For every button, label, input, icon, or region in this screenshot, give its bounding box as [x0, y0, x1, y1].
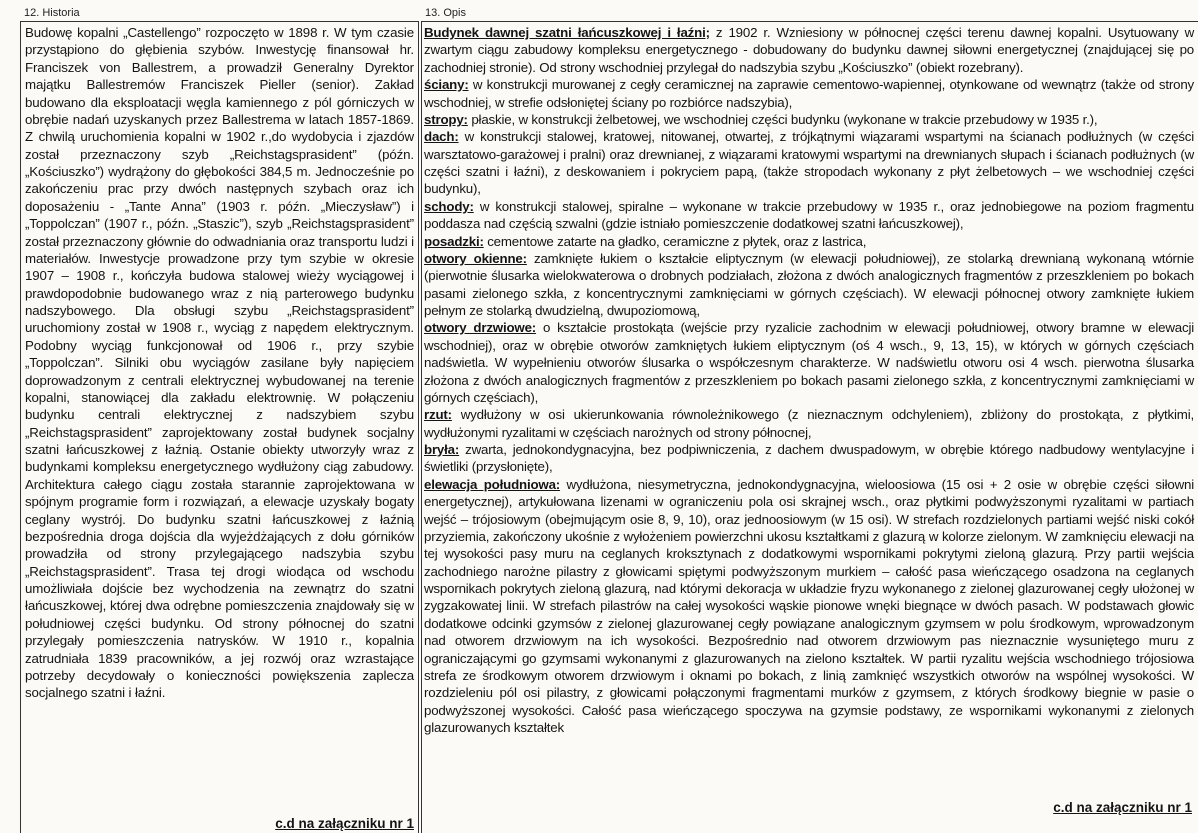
description-item	[424, 24, 1194, 76]
description-item	[424, 198, 1194, 233]
history-paragraph: Budowę kopalni „Castellengo” rozpoczęto w 1898 r. W tym czasie przystąpiono do głębienia szybów. Inwestycję finansował hr. Franciszek von Ballestrem, a prowadził Generalny Dyrektor majątku Ballestremów Franciszek Pieller (senior). Zakład budowano dla eksploatacji węgla kamiennego z pól górniczych w obrębie nadań uzyskanych przez Ballestrema w latach 1857-1869. Z chwilą uruchomienia kopalni w 1902 r.,do wydobycia i zjazdów został przeznaczony szyb „Reichstagsprasident” (późn. „Kościuszko”) wydrążony do głębokości 384,5 m. Jednocześnie po zakończeniu prac przy dwóch następnych szybach oraz ich doposażeniu - „Tante Anna” (1903 r. późn. „Mieczysław”) i „Toppolczan” (1907 r., późn. „Staszic”), szyb „Reichstagsprasident” został przeznaczony głównie do odwadniania oraz transportu ludzi i materiałów. Inwestycje prowadzone przy tym szybie w okresie 1907 – 1908 r., kończyła budowa stalowej wieży wyciągowej i prawdopodobnie budowanego wraz z nią parterowego budynku nadszybowego. Dla obsługi szybu „Reichstagsprasident” uruchomiony został w 1908 r., wyciąg z napędem elektrycznym. Podobny wyciąg funkcjonował od 1906 r., przy szybie „Toppolczan”. Silniki obu wyciągów zasilane były napięciem doprowadzonym z centrali elektrycznej wybudowanej na terenie kopalni, stanowiącej dla zakładu elektrownię. W połączeniu budynku centrali elektrycznej z nadszybiem szybu „Reichstagsprasident” zaprojektowany został budynek socjalny szatni łańcuszkowej z łaźnią. Ostanie obiekty utworzyły wraz z budynkami kompleksu energetycznego wydłużony ciąg zabudowy. Architektura całego ciągu została starannie zaprojektowana w spójnym programie form i rozwiązań, a elewacje uzyskały bogaty ceglany wystrój. Do budynku szatni łańcuszkowej z łaźnią bezpośrednia droga dojścia dla wyjeżdżających z dołu górników prowadziła od strony przylegającego nadszybia szybu „Reichstagsprasident”. Trasa tej drogi wiodąca od wschodu umożliwiała dojście bez wychodzenia na zewnątrz do szatni łańcuszkowej, której dwa odrębne pomieszczenia znajdowały się w południowej części budynku. Od strony północnej do szatni przylegały pomieszczenia natrysków. W 1910 r., kopalnia zatrudniała 1839 pracowników, a jej rozwój oraz wzrastające potrzeby decydowały o konieczności powiększenia zaplecza socjalnego szatni i łaźni.	[25, 25, 415, 701]
item-text: w konstrukcji stalowej, spiralne – wykonane w trakcie przebudowy w 1935 r., oraz jednobiegowe na poziom fragmentu poddasza nad częścią szwalni (gdzie istniało pomieszczenie dodatkowej szatni łańcuszkowej),	[424, 198, 1194, 232]
description-item	[424, 233, 1194, 250]
item-term: dach:	[424, 129, 459, 145]
description-item	[424, 111, 1194, 128]
item-term: rzut:	[424, 407, 452, 423]
description-item	[424, 476, 1194, 737]
item-term: schody:	[424, 198, 474, 214]
history-column	[20, 21, 419, 833]
continuation-note-left: c.d na załączniku nr 1	[275, 816, 414, 831]
description-item	[424, 441, 1194, 476]
history-text	[25, 24, 414, 702]
item-text: w konstrukcji stalowej, kratowej, nitowanej, otwartej, z trójkątnymi wiązarami wspartymi na ścianach podłużnych (w części warsztatowo-garażowej i pralni) oraz drewnianej, z wiązarami kratowymi wspartymi na drewnianych słupach i ścianach podłużnych (w części szatni i łaźni), z deskowaniem i pokryciem papą, (także stropodach wykonany z płyt żelbetowych – we wschodniej części budynku),	[424, 129, 1194, 197]
item-term: ściany:	[424, 77, 469, 93]
continuation-note-right: c.d na załączniku nr 1	[1053, 800, 1192, 815]
item-text: cementowe zatarte na gładko, ceramiczne z płytek, oraz z lastrica,	[483, 233, 867, 249]
item-term: stropy:	[424, 111, 468, 127]
item-term: posadzki:	[424, 233, 484, 249]
item-text: w konstrukcji murowanej z cegły ceramicznej na zaprawie cementowo-wapiennej, otynkowane od wewnątrz (także od strony wschodniej, w strefie odsłoniętej ściany po rozbiórce nadszybia),	[424, 77, 1194, 110]
item-text: wydłużony w osi ukierunkowania równoleżnikowego (z nieznacznym odchyleniem), zbliżony do prostokąta, z płytkimi, wydłużonymi ryzalitami w częściach narożnych od strony północnej,	[424, 407, 1194, 440]
description-item	[424, 406, 1194, 441]
description-item	[424, 128, 1194, 198]
item-term: Budynek dawnej szatni łańcuszkowej i łaźni;	[424, 25, 710, 40]
section-header-opis: 13. Opis	[425, 7, 466, 19]
description-text	[424, 24, 1194, 736]
description-item	[424, 250, 1194, 320]
description-item	[424, 76, 1194, 111]
description-item	[424, 319, 1194, 406]
item-term: otwory drzwiowe:	[424, 320, 537, 336]
item-term: bryła:	[424, 442, 460, 457]
item-term: otwory okienne:	[424, 250, 527, 266]
item-term: elewacja południowa:	[424, 476, 561, 492]
section-header-historia: 12. Historia	[24, 7, 80, 19]
item-text: z 1902 r. Wzniesiony w północnej części terenu dawnej kopalni. Usytuowany w zwartym ciągu zabudowy kompleksu energetycznego - dobudowany do budynku dawnej siłowni energetycznej (znajdującej się po zachodniej stronie). Od strony wschodniej przylegał do nadszybia szybu „Kościuszko” (obiekt rozebrany).	[424, 25, 1194, 75]
item-text: o kształcie prostokąta (wejście przy ryzalicie zachodnim w elewacji południowej, otwory bramne w elewacji wschodniej), oraz w obrębie otworów zamkniętych łukiem eliptycznym (oś 4 wsch., 9, 13, 15), w których w górnych częściach nadświetla. W wypełnieniu otworów ślusarka o współczesnym charakterze. W nadświetlu otworu osi 4 wsch. pierwotna ślusarka złożona z dwóch analogicznych fragmentów z przeszkleniem po bokach pasami zielonego szkła, z koncentrycznymi zamknięciami w górnych częściach),	[424, 320, 1195, 405]
item-text: wydłużona, niesymetryczna, jednokondygnacyjna, wieloosiowa (15 osi + 2 osie w obrębie części siłowni energetycznej), artykułowana lizenami w ograniczeniu pola osi skrajnej wsch., oraz płytkimi podwyższonymi ryzalitami w partiach wejść – trójosiowym (obejmującym osie 8, 9, 10), oraz jednoosiowym (w 15 osi). W strefach rozdzielonych partiami wejść niski cokół przyziemia, zakończony ukośnie z wyłożeniem powierzchni ukosu kształtkami z glazurą w kolorze zielonym. W zamknięciu elewacji na tej wysokości pasy muru na ceglanych kroksztynach z dodatkowymi wspornikami pokrytymi zieloną glazurą. Przy partii wejścia zachodniego narożne pilastry z głowicami spiętymi podwyższonym murkiem – całość pasa wieńczącego osadzona na ceglanych wspornikach pokrytych zieloną glazurą, nad którymi dekoracja w układzie fryzu wykonanego z zielonej glazurowanej cegły ułożonej w zygzakowatej linii. W strefach pilastrów na całej wysokości wąskie pionowe wnęki biegnące w dwóch pasach. W podstawach głowic dodatkowe odcinki gzymsów z zielonej glazurowanej cegły powiązane analogicznym gzymsem w polu środkowym, wprowadzonym nad otworem drzwiowym na ich wysokości. Bezpośrednio nad otworem drzwiowym pas nieznacznie wysuniętego muru z ograniczającymi go gzymsami wykonanymi z glazurowanych na zielono kształtek. W partii ryzalitu wejścia wschodniego trójosiowa strefa ze środkowym otworem drzwiowym i oknami po bokach, z linią zamknięć wszystkich otworów na wspólnej wysokości. W rozdzieleniu pól osi pilastry, z głowicami połączonymi fragmentami murków z gzymsem, z których środkowy biegnie w pasie o podwyższonej wysokości. Całość pasa wieńczącego spoczywa na gzymsie podstawy, ze wspornikami wykonanymi z zielonych glazurowanych kształtek	[424, 476, 1195, 735]
description-column	[421, 21, 1198, 833]
item-text: płaskie, w konstrukcji żelbetowej, we wschodniej części budynku (wykonane w trakcie przebudowy w 1935 r.),	[467, 111, 1098, 127]
item-text: zwarta, jednokondygnacyjna, bez podpiwniczenia, z dachem dwuspadowym, w obrębie którego nadbudowy wentylacyjne i świetliki (przysłonięte),	[424, 442, 1194, 475]
item-text: zamknięte łukiem o kształcie eliptycznym (w elewacji południowej), ze stolarką drewnianą wykonaną wtórnie (pierwotnie ślusarka wielokwaterowa o drobnych podziałach, złożona z dwóch analogicznych fragmentów z przeszkleniem po bokach pasami zielonego szkła, z koncentrycznymi zamknięciami w górnych częściach). W elewacji północnej otwory zamknięte łukiem pełnym ze stolarką dwudzielną, dwupoziomową,	[424, 250, 1194, 318]
